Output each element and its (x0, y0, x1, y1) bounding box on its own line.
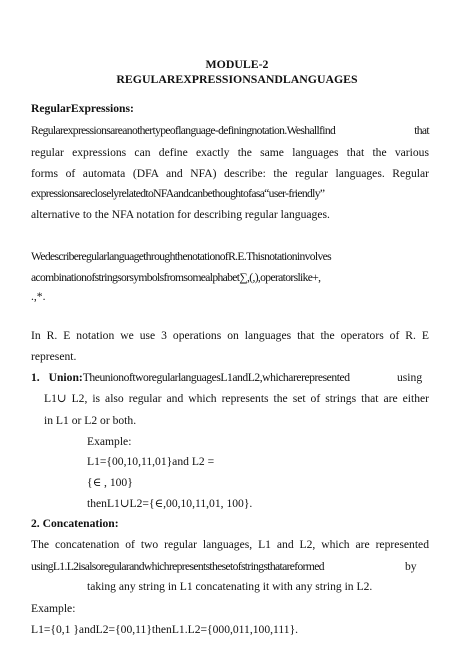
concatenation-line-3: taking any string in L1 concatenating it with any string in L2. (87, 580, 373, 593)
union-heading: Union: (48, 371, 83, 384)
module-subtitle: REGULAREXPRESSIONSANDLANGUAGES (116, 72, 358, 86)
operations-line-2: represent. (31, 350, 77, 363)
describe-line-2: acombinationofstringsorsymbolsfromsomealphabet∑,(,),operatorslike+, (31, 271, 321, 284)
union-line-3: in L1 or L2 or both. (44, 414, 137, 427)
union-item (31, 371, 350, 385)
union-example-label: Example: (87, 435, 132, 448)
regex-heading: RegularExpressions: (31, 102, 134, 115)
concatenation-line-2-end: by (405, 560, 417, 573)
regex-line-3: forms of automata (DFA and NFA) describe: the regular languages. Regular (31, 167, 429, 180)
union-example-l2: {∈ , 100} (87, 476, 133, 489)
module-title: MODULE-2 (205, 57, 269, 71)
union-number: 1. (31, 371, 40, 384)
concatenation-line-1: The concatenation of two regular languages, L1 and L2, which are represented (31, 538, 429, 551)
operations-line-1: In R. E notation we use 3 operations on languages that the operators of R. E (31, 329, 429, 342)
describe-line-3: .,*. (31, 290, 46, 303)
concatenation-example-label: Example: (31, 602, 76, 615)
union-example-l1: L1={00,10,11,01}and L2 = (87, 455, 215, 468)
regex-line-5: alternative to the NFA notation for describing regular languages. (31, 208, 330, 221)
union-line-2: L1∪ L2, is also regular and which represents the set of strings that are either (44, 392, 429, 405)
regex-line-2: regular expressions can define exactly the same languages that the various (31, 146, 429, 159)
union-example-result: thenL1∪L2={∈,00,10,11,01, 100}. (87, 497, 253, 510)
concatenation-example-line: L1={0,1 }andL2={00,11}thenL1.L2={000,011,100,111}. (31, 623, 299, 636)
union-line-1: TheunionoftworegularlanguagesL1andL2,whicharerepresented (82, 371, 350, 384)
regex-line-4: expressionsarecloselyrelatedtoNFAandcanbethoughtofasa“user-friendly” (31, 187, 325, 200)
concatenation-heading: 2. Concatenation: (31, 517, 119, 530)
concatenation-line-2: usingL1.L2isalsoregularandwhichrepresentsthesetofstringsthatareformed (31, 560, 324, 573)
describe-line-1: WedescriberegularlanguagethroughthenotationofR.E.Thisnotationinvolves (31, 250, 332, 263)
union-line-1-end: using (397, 371, 423, 384)
regex-line-1: Regularexpressionsareanothertypeoflanguage-definingnotation.Weshallfind that (31, 124, 429, 137)
